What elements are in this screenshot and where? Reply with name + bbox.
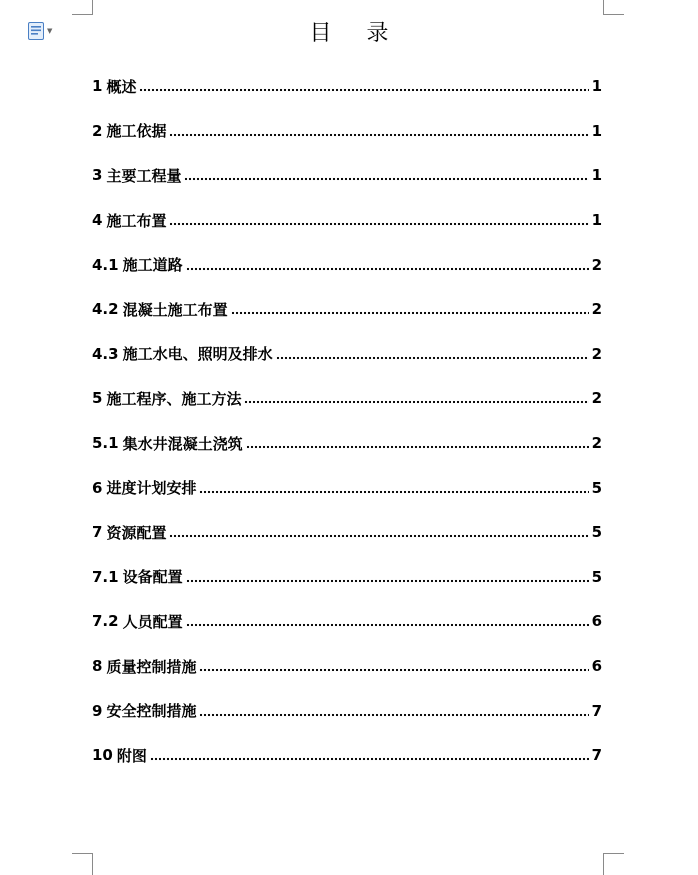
toc-dot-leader <box>139 88 588 92</box>
toc-dot-leader <box>276 356 589 360</box>
toc-dot-leader <box>199 713 588 717</box>
toc-entry[interactable] <box>92 242 602 287</box>
toc-entry-label: 施工依据 <box>106 122 167 141</box>
toc-entry-label: 施工布置 <box>106 211 167 230</box>
toc-entry-number: 4.3 <box>92 344 119 363</box>
toc-entry[interactable] <box>92 688 602 733</box>
toc-entry-number: 7.2 <box>92 612 119 631</box>
toc-entry-page: 1 <box>591 166 602 185</box>
toc-entry[interactable] <box>92 332 602 377</box>
toc-entry-page: 5 <box>591 567 602 586</box>
toc-entry-number: 10 <box>92 746 113 765</box>
toc-entry[interactable] <box>92 287 602 332</box>
toc-entry-label: 资源配置 <box>106 523 167 542</box>
toc-entry-page: 5 <box>591 478 602 497</box>
toc-entry-label: 设备配置 <box>122 568 183 587</box>
toc-entry-number: 5.1 <box>92 434 119 453</box>
toc-entry[interactable] <box>92 555 602 600</box>
toc-entry-page: 2 <box>591 255 602 274</box>
toc-dot-leader <box>150 757 589 761</box>
toc-entry-number: 4 <box>92 211 103 230</box>
toc-entry-number: 9 <box>92 701 103 720</box>
toc-dot-leader <box>186 623 589 627</box>
toc-entry-number: 3 <box>92 166 103 185</box>
toc-entry-page: 1 <box>591 77 602 96</box>
toc-entry[interactable] <box>92 198 602 243</box>
crop-mark-top-right <box>603 0 624 15</box>
toc-entry-page: 7 <box>591 746 602 765</box>
toc-dot-leader <box>186 579 589 583</box>
toc-entry-page: 2 <box>591 344 602 363</box>
toc-dot-leader <box>231 311 589 315</box>
toc-dot-leader <box>244 400 588 404</box>
crop-mark-bottom-right <box>603 853 624 875</box>
toc-entry-label: 安全控制措施 <box>106 702 197 721</box>
caret-down-icon: ▼ <box>47 26 53 35</box>
toc-entry-number: 1 <box>92 77 103 96</box>
toc-entry-page: 6 <box>591 612 602 631</box>
toc-entry[interactable] <box>92 644 602 689</box>
toc-dot-leader <box>186 267 589 271</box>
toc-entry[interactable] <box>92 109 602 154</box>
toc-entry-label: 进度计划安排 <box>106 479 197 498</box>
toc-entry[interactable] <box>92 733 602 778</box>
toc-entry[interactable] <box>92 64 602 109</box>
toc-entry[interactable] <box>92 376 602 421</box>
toc-entry-number: 7.1 <box>92 567 119 586</box>
toc-entry-page: 1 <box>591 121 602 140</box>
toc-entry-page: 5 <box>591 523 602 542</box>
toc-list <box>92 64 602 778</box>
toc-entry-number: 6 <box>92 478 103 497</box>
toc-entry-label: 混凝土施工布置 <box>122 300 228 319</box>
toc-entry-label: 主要工程量 <box>106 166 182 185</box>
toc-dot-leader <box>169 133 588 137</box>
toc-entry-page: 2 <box>591 389 602 408</box>
toc-dot-leader <box>246 445 589 449</box>
toc-entry-number: 4.2 <box>92 300 119 319</box>
toc-entry-label: 附图 <box>116 746 147 765</box>
toc-entry-number: 5 <box>92 389 103 408</box>
toc-entry-page: 2 <box>591 434 602 453</box>
toc-entry[interactable] <box>92 599 602 644</box>
toc-entry-page: 2 <box>591 300 602 319</box>
toc-entry-label: 质量控制措施 <box>106 657 197 676</box>
toc-entry-label: 施工道路 <box>122 256 183 275</box>
crop-mark-bottom-left <box>72 853 93 875</box>
toc-dot-leader <box>169 534 588 538</box>
toc-dot-leader <box>184 177 588 181</box>
toc-entry-label: 人员配置 <box>122 612 183 631</box>
toc-entry-number: 2 <box>92 121 103 140</box>
toc-entry-page: 1 <box>591 211 602 230</box>
toc-entry-page: 7 <box>591 701 602 720</box>
toc-title: 目 录 <box>309 21 403 46</box>
toc-entry-label: 集水井混凝土浇筑 <box>122 434 243 453</box>
toc-entry[interactable] <box>92 510 602 555</box>
toc-entry-number: 4.1 <box>92 255 119 274</box>
toc-entry[interactable] <box>92 153 602 198</box>
toc-entry-number: 8 <box>92 657 103 676</box>
toc-entry-label: 概述 <box>106 77 137 96</box>
toc-entry[interactable] <box>92 421 602 466</box>
toc-entry-label: 施工水电、照明及排水 <box>122 345 273 364</box>
toc-dot-leader <box>169 222 588 226</box>
toc-dot-leader <box>199 668 588 672</box>
toc-entry[interactable] <box>92 465 602 510</box>
toc-entry-label: 施工程序、施工方法 <box>106 389 242 408</box>
toc-dot-leader <box>199 490 588 494</box>
toc-entry-page: 6 <box>591 657 602 676</box>
toc-entry-number: 7 <box>92 523 103 542</box>
crop-mark-top-left <box>72 0 93 15</box>
